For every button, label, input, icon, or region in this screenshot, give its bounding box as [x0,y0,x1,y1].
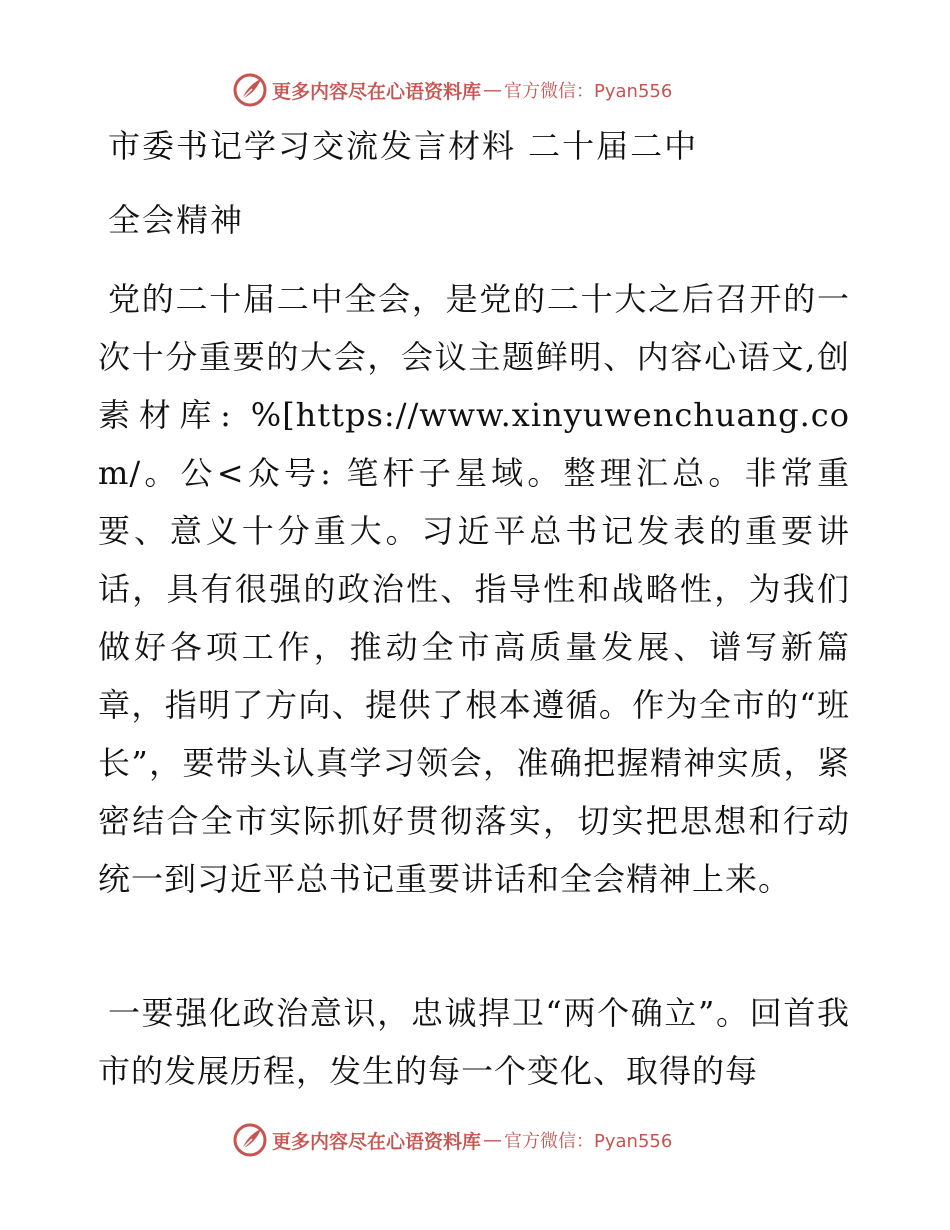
feather-pen-logo-icon [232,72,268,108]
document-title-line-1: 市委书记学习交流发言材料 二十届二中 [108,127,699,165]
body-paragraph-2: 一要强化政治意识，忠诚捍卫“两个确立”。回首我市的发展历程，发生的每一个变化、取得的每 [98,994,850,1090]
footer-banner [232,1122,672,1158]
banner-brand-text: 更多内容尽在心语资料库 [272,1130,482,1153]
banner-brand-text: 更多内容尽在心语资料库 [272,80,482,103]
header-banner [232,72,672,108]
banner-wechat-text: 官方微信：Pyan556 [504,1131,673,1152]
document-title-line-2: 全会精神 [108,201,245,239]
banner-separator: — [483,1129,503,1151]
feather-pen-logo-icon [232,1122,268,1158]
banner-separator: — [483,79,503,101]
banner-wechat-text: 官方微信：Pyan556 [504,81,673,102]
body-paragraph-1: 党的二十届二中全会，是党的二十大之后召开的一次十分重要的大会，会议主题鲜明、内容心语文,创素材库: %[https://www.xinyuwenchuang.com/。公<众号: 笔杆子星域。整理汇总。非常重要、意义十分重大。习近平总书记发表的重要讲话，具有很强的政治性、指导性和战略性，为我们做好各项工作，推动全市高质量发展、谱写新篇章，指明了方向、提供了根本遵循。作为全市的“班长”，要带头认真学习领会，准确把握精神实质，紧密结合全市实际抓好贯彻落实，切实把思想和行动统一到习近平总书记重要讲话和全会精神上来。 [98,280,850,898]
